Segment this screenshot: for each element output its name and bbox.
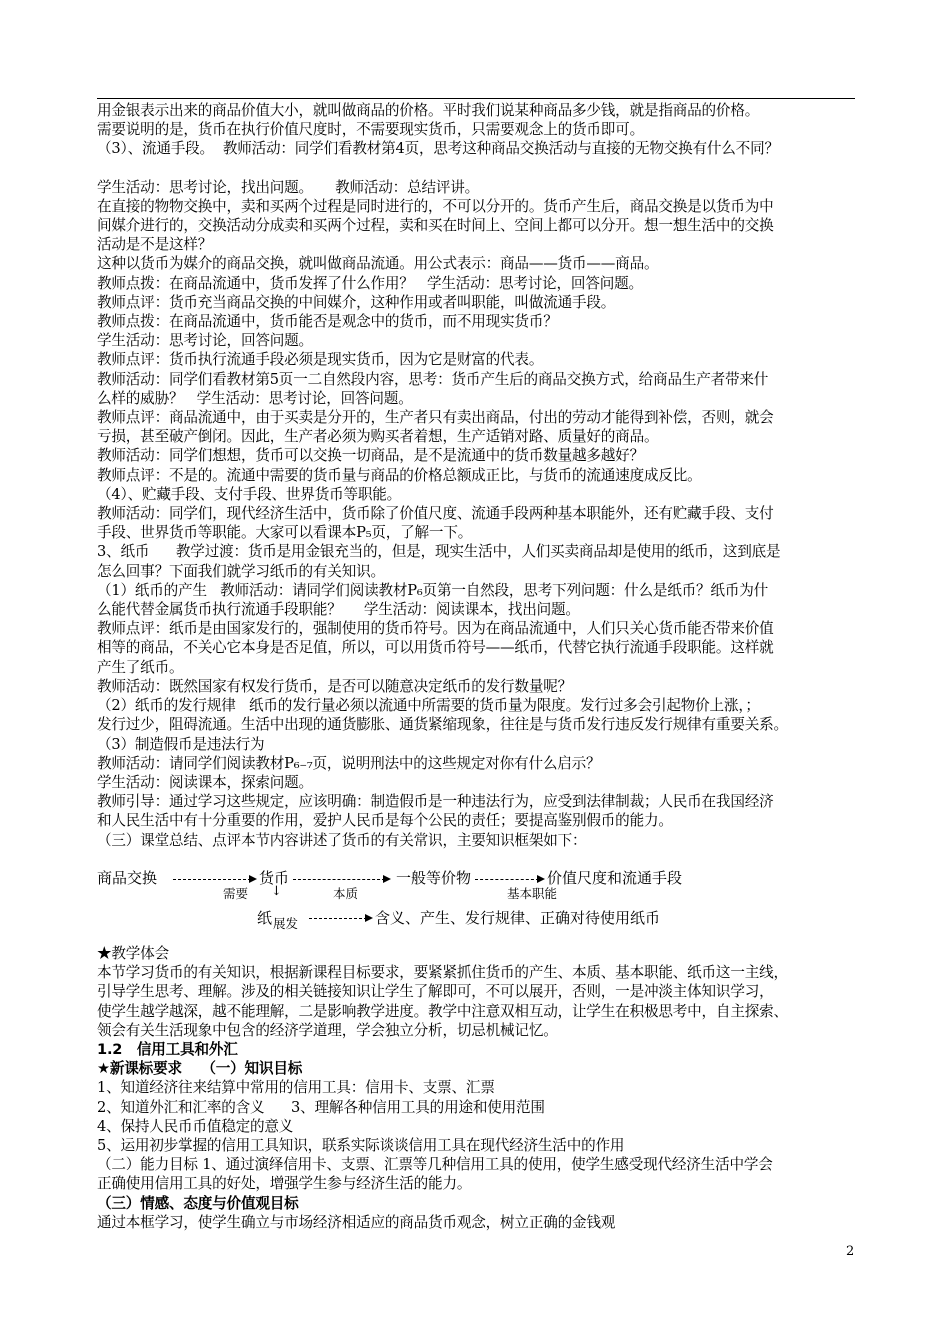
arrow-2-head (383, 875, 391, 883)
text-line: 需要说明的是，货币在执行价值尺度时，不需要现实货币，只需要观念上的货币即可。 (97, 121, 644, 139)
text-line: 教师活动：请同学们阅读教材P₆₋₇页，说明刑法中的这些规定对你有什么启示？ (97, 754, 601, 772)
upper-text-block (97, 101, 859, 850)
text-line: （二）能力目标 1、通过演绎信用卡、支票、汇票等几种信用工具的使用，使学生感受现代经济生活中学会 (97, 1156, 773, 1174)
text-line: 教师点评：货币执行流通手段必须是现实货币，因为它是财富的代表。 (97, 351, 544, 369)
text-line: （三）课堂总结、点评本节内容讲述了货币的有关常识，主要知识框架如下： (97, 831, 587, 849)
text-line: 和人民生活中有十分重要的作用，爱护人民币是每个公民的责任；要提高鉴别假币的能力。 (97, 812, 673, 830)
text-line: 3、纸币 教学过渡：货币是用金银充当的，但是，现实生活中，人们买卖商品却是使用的纸币，这到底是 (97, 543, 781, 561)
down-arrow: ↓ (271, 884, 282, 899)
text-line: 教师点拨：在商品流通中，货币能否是观念中的货币，而不用现实货币？ (97, 313, 558, 331)
text-line: 教师引导：通过学习这些规定，应该明确：制造假币是一种违法行为，应受到法律制裁；人民币在我国经济 (97, 793, 774, 811)
text-line: 教师活动：同学们，现代经济生活中，货币除了价值尺度、流通手段两种基本职能外，还有贮藏手段、支付 (97, 505, 774, 523)
text-line: 教师活动：同学们看教材第5页一二自然段内容，思考：货币产生后的商品交换方式，给商品生产者带来什 (97, 370, 769, 388)
section-heading: ★新课标要求 （一）知识目标 (97, 1060, 303, 1078)
text-line: 本节学习货币的有关知识，根据新课程目标要求，要紧紧抓住货币的产生、本质、基本职能、纸币这一主线， (97, 964, 788, 982)
text-line: 亏损，甚至破产倒闭。因此，生产者必须为购买者着想，生产适销对路、质量好的商品。 (97, 428, 659, 446)
text-line: （3）、流通手段。 教师活动：同学们看教材第4页，思考这种商品交换活动与直接的无物交换有什么不同？ (97, 140, 779, 158)
diagram-node-paper: 纸 (257, 909, 273, 927)
text-line: 教师点拨：在商品流通中，货币发挥了什么作用？ 学生活动：思考讨论，回答问题。 (97, 274, 643, 292)
text-line: 相等的商品，不关心它本身是否足值，所以，可以用货币符号——纸币，代替它执行流通手段职能。这样就 (97, 639, 774, 657)
text-line: 正确使用信用工具的好处，增强学生参与经济生活的能力。 (97, 1175, 472, 1193)
text-line: （2）纸币的发行规律 纸币的发行量必须以流通中所需要的货币量为限度。发行过多会引起物价上涨，； (97, 697, 760, 715)
page-number: 2 (846, 1244, 855, 1259)
arrow-1-head (249, 875, 257, 883)
text-line: 教师点评：不是的。流通中需要的货币量与商品的价格总额成正比，与货币的流通速度成反比。 (97, 466, 702, 484)
diagram-node-paper-topics: 含义、产生、发行规律、正确对待使用纸币 (375, 909, 661, 927)
text-line: （1）纸币的产生 教师活动：请同学们阅读教材P₆页第一自然段，思考下列问题：什么是纸币？纸币为什 (97, 581, 769, 599)
text-line: 用金银表示出来的商品价值大小，就叫做商品的价格。平时我们说某种商品多少钱，就是指商品的价格。 (97, 102, 760, 119)
diagram-node-equivalent: 一般等价物 (396, 869, 472, 887)
text-line: 学生活动：思考讨论，回答问题。 (97, 332, 313, 350)
text-line: 这种以货币为媒介的商品交换，就叫做商品流通。用公式表示：商品——货币——商品。 (97, 255, 659, 273)
text-line: 活动是不是这样？ (97, 236, 213, 254)
text-line: 学生活动：思考讨论，找出问题。 教师活动：总结评讲。 (97, 178, 480, 196)
diagram-label-develop: 展发 (273, 916, 299, 931)
diagram-node-functions: 价值尺度和流通手段 (547, 869, 683, 887)
text-line: 使学生越学越深，越不能理解，二是影响教学进度。教学中注意双相互动，让学生在积极思考中，自主探索、 (97, 1002, 788, 1020)
diagram-label-need: 需要 (223, 886, 249, 901)
text-line (97, 159, 859, 178)
section-heading: （三）情感、态度与价值观目标 (97, 1194, 299, 1212)
diagram-label-essence: 本质 (333, 886, 359, 901)
text-line: 通过本框学习，使学生确立与市场经济相适应的商品货币观念，树立正确的金钱观 (97, 1213, 616, 1231)
text-line: 手段、世界货币等职能。大家可以看课本P₅页，了解一下。 (97, 524, 473, 542)
arrow-1 (173, 879, 251, 880)
arrow-3 (475, 879, 539, 880)
diagram-node-commodity-exchange: 商品交换 (97, 869, 158, 887)
arrow-2 (293, 879, 385, 880)
text-line: 5、运用初步掌握的信用工具知识，联系实际谈谈信用工具在现代经济生活中的作用 (97, 1137, 625, 1155)
arrow-4 (309, 918, 367, 919)
text-line: 怎么回事？下面我们就学习纸币的有关知识。 (97, 562, 385, 580)
text-line: 学生活动：阅读课本，探索问题。 (97, 773, 313, 791)
diagram-label-basic-function: 基本职能 (507, 886, 558, 901)
section-heading: 1.2 信用工具和外汇 (97, 1041, 238, 1059)
lower-text-block (97, 944, 859, 1232)
text-line: 1、知道经济往来结算中常用的信用工具：信用卡、支票、汇票 (97, 1079, 495, 1097)
text-line: 教师活动：同学们想想，货币可以交换一切商品，是不是流通中的货币数量越多越好？ (97, 447, 644, 465)
text-line: 间媒介进行的，交换活动分成卖和买两个过程，卖和买在时间上、空间上都可以分开。想一想生活中的交换 (97, 217, 774, 235)
text-line: 发行过少，阻碍流通。生活中出现的通货膨胀、通货紧缩现象，往往是与货币发行违反发行规律有重要关系。 (97, 716, 788, 734)
text-line: 2、知道外汇和汇率的含义 3、理解各种信用工具的用途和使用范围 (97, 1098, 545, 1116)
text-line: 教师点评：商品流通中，由于买卖是分开的，生产者只有卖出商品，付出的劳动才能得到补偿，否则，就会 (97, 409, 774, 427)
diagram-node-currency: 货币 (259, 869, 290, 887)
text-line: 教师点评：货币充当商品交换的中间媒介，这种作用或者叫职能，叫做流通手段。 (97, 293, 616, 311)
text-line: 在直接的物物交换中，卖和买两个过程是同时进行的，不可以分开的。货币产生后，商品交换是以货币为中 (97, 197, 774, 215)
text-line: 么样的威胁？ 学生活动：思考讨论，回答问题。 (97, 389, 413, 407)
text-line: 引导学生思考、理解。涉及的相关链接知识让学生了解即可，不可以展开，否则，一是冲淡主体知识学习， (97, 983, 774, 1001)
arrow-3-head (537, 875, 545, 883)
text-line: 产生了纸币。 (97, 658, 184, 676)
text-line: ★教学体会 (97, 945, 169, 962)
text-line: 领会有关生活现象中包含的经济学道理，学会独立分析，切忌机械记忆。 (97, 1021, 558, 1039)
text-line: 教师活动：既然国家有权发行货币，是否可以随意决定纸币的发行数量呢？ (97, 677, 572, 695)
arrow-4-head (365, 914, 373, 922)
text-line: 么能代替金属货币执行流通手段职能？ 学生活动：阅读课本，找出问题。 (97, 601, 580, 619)
text-line: 教师点评：纸币是由国家发行的，强制使用的货币符号。因为在商品流通中，人们只关心货币能否带来价值 (97, 620, 774, 638)
knowledge-framework-diagram (97, 862, 857, 942)
header-rule (97, 98, 855, 99)
text-line: 4、保持人民币币值稳定的意义 (97, 1117, 294, 1135)
text-line: （4）、贮藏手段、支付手段、世界货币等职能。 (97, 485, 402, 503)
text-line: （3）制造假币是违法行为 (97, 735, 265, 753)
